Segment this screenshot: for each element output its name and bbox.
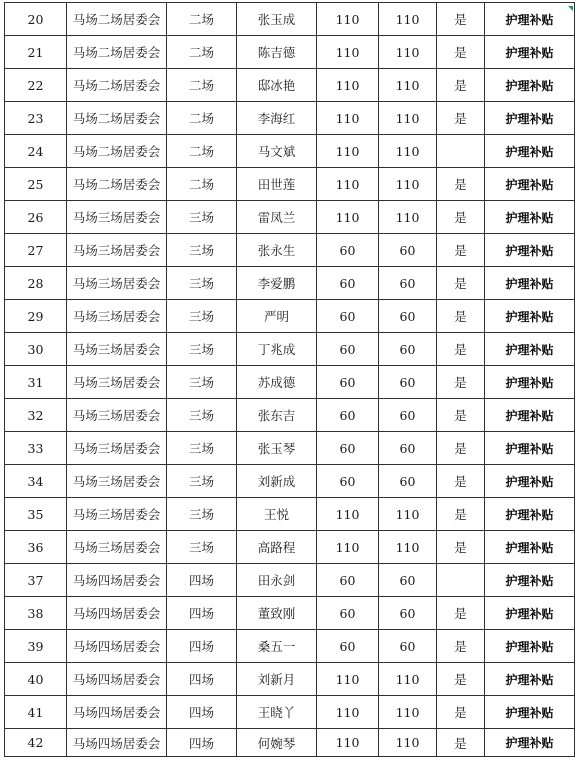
flag-cell[interactable] (437, 564, 485, 597)
standard-amount-cell[interactable]: 110 (317, 102, 379, 135)
site-cell[interactable]: 三场 (167, 234, 237, 267)
site-cell[interactable]: 四场 (167, 597, 237, 630)
standard-amount-cell[interactable]: 60 (317, 267, 379, 300)
site-cell[interactable]: 三场 (167, 366, 237, 399)
site-cell[interactable]: 二场 (167, 168, 237, 201)
row-number-cell[interactable]: 22 (5, 69, 67, 102)
site-cell[interactable]: 二场 (167, 135, 237, 168)
flag-cell[interactable]: 是 (437, 333, 485, 366)
standard-amount-cell[interactable]: 60 (317, 300, 379, 333)
flag-cell[interactable]: 是 (437, 366, 485, 399)
row-number-cell[interactable]: 29 (5, 300, 67, 333)
table-row (5, 729, 575, 757)
name-cell[interactable]: 田世莲 (237, 168, 317, 201)
flag-cell[interactable]: 是 (437, 630, 485, 663)
paid-amount-cell[interactable]: 110 (379, 498, 437, 531)
committee-cell[interactable]: 马场四场居委会 (67, 630, 167, 663)
name-cell[interactable]: 董致刚 (237, 597, 317, 630)
subsidy-type-cell[interactable]: 护理补贴 (485, 201, 575, 234)
name-cell[interactable]: 邸冰艳 (237, 69, 317, 102)
committee-cell[interactable]: 马场三场居委会 (67, 531, 167, 564)
site-cell[interactable]: 四场 (167, 630, 237, 663)
paid-amount-cell[interactable]: 60 (379, 333, 437, 366)
row-number-cell[interactable]: 28 (5, 267, 67, 300)
row-number-cell[interactable]: 20 (5, 3, 67, 36)
committee-cell[interactable]: 马场二场居委会 (67, 102, 167, 135)
flag-cell[interactable]: 是 (437, 399, 485, 432)
site-cell[interactable]: 三场 (167, 531, 237, 564)
table-row (5, 201, 575, 234)
subsidy-type-cell[interactable]: 护理补贴 (485, 630, 575, 663)
name-cell[interactable]: 田永剑 (237, 564, 317, 597)
table-body (5, 3, 575, 757)
committee-cell[interactable]: 马场二场居委会 (67, 168, 167, 201)
committee-cell[interactable]: 马场二场居委会 (67, 135, 167, 168)
subsidy-type-cell[interactable]: 护理补贴 (485, 597, 575, 630)
row-number-cell[interactable]: 26 (5, 201, 67, 234)
committee-cell[interactable]: 马场三场居委会 (67, 234, 167, 267)
table-row (5, 36, 575, 69)
paid-amount-cell[interactable]: 110 (379, 663, 437, 696)
paid-amount-cell[interactable]: 110 (379, 36, 437, 69)
subsidy-type-cell[interactable]: 护理补贴 (485, 432, 575, 465)
table-row (5, 630, 575, 663)
standard-amount-cell[interactable]: 60 (317, 234, 379, 267)
flag-cell[interactable]: 是 (437, 36, 485, 69)
site-cell[interactable]: 三场 (167, 333, 237, 366)
paid-amount-cell[interactable]: 110 (379, 696, 437, 729)
name-cell[interactable]: 李海红 (237, 102, 317, 135)
subsidy-type-cell[interactable]: 护理补贴 (485, 663, 575, 696)
flag-cell[interactable]: 是 (437, 300, 485, 333)
site-cell[interactable]: 二场 (167, 69, 237, 102)
flag-cell[interactable]: 是 (437, 696, 485, 729)
row-number-cell[interactable]: 25 (5, 168, 67, 201)
flag-cell[interactable]: 是 (437, 531, 485, 564)
table-row (5, 663, 575, 696)
table-row (5, 102, 575, 135)
name-cell[interactable]: 张永生 (237, 234, 317, 267)
subsidy-type-cell[interactable]: 护理补贴 (485, 69, 575, 102)
flag-cell[interactable]: 是 (437, 3, 485, 36)
site-cell[interactable]: 三场 (167, 465, 237, 498)
paid-amount-cell[interactable]: 110 (379, 531, 437, 564)
subsidy-type-cell[interactable]: 护理补贴 (485, 333, 575, 366)
row-number-cell[interactable]: 38 (5, 597, 67, 630)
site-cell[interactable]: 三场 (167, 498, 237, 531)
committee-cell[interactable]: 马场二场居委会 (67, 3, 167, 36)
paid-amount-cell[interactable]: 60 (379, 267, 437, 300)
row-number-cell[interactable]: 35 (5, 498, 67, 531)
table-row (5, 3, 575, 36)
table-row (5, 399, 575, 432)
table-row (5, 696, 575, 729)
subsidy-type-cell[interactable]: 护理补贴 (485, 366, 575, 399)
standard-amount-cell[interactable]: 110 (317, 69, 379, 102)
table-row (5, 300, 575, 333)
table-row (5, 234, 575, 267)
standard-amount-cell[interactable]: 110 (317, 696, 379, 729)
flag-cell[interactable]: 是 (437, 267, 485, 300)
row-number-cell[interactable]: 32 (5, 399, 67, 432)
standard-amount-cell[interactable]: 60 (317, 564, 379, 597)
standard-amount-cell[interactable]: 110 (317, 663, 379, 696)
paid-amount-cell[interactable]: 60 (379, 564, 437, 597)
subsidy-type-cell[interactable]: 护理补贴 (485, 564, 575, 597)
subsidy-type-cell[interactable]: 护理补贴 (485, 3, 575, 36)
subsidy-type-cell[interactable]: 护理补贴 (485, 531, 575, 564)
standard-amount-cell[interactable]: 60 (317, 399, 379, 432)
standard-amount-cell[interactable]: 60 (317, 630, 379, 663)
row-number-cell[interactable]: 33 (5, 432, 67, 465)
flag-cell[interactable]: 是 (437, 729, 485, 757)
table-row (5, 432, 575, 465)
name-cell[interactable]: 刘新月 (237, 663, 317, 696)
name-cell[interactable]: 雷凤兰 (237, 201, 317, 234)
row-number-cell[interactable]: 34 (5, 465, 67, 498)
committee-cell[interactable]: 马场三场居委会 (67, 300, 167, 333)
standard-amount-cell[interactable]: 110 (317, 531, 379, 564)
flag-cell[interactable]: 是 (437, 597, 485, 630)
row-number-cell[interactable]: 40 (5, 663, 67, 696)
paid-amount-cell[interactable]: 60 (379, 234, 437, 267)
table-row (5, 168, 575, 201)
paid-amount-cell[interactable]: 60 (379, 465, 437, 498)
site-cell[interactable]: 三场 (167, 201, 237, 234)
name-cell[interactable]: 高路程 (237, 531, 317, 564)
paid-amount-cell[interactable]: 60 (379, 630, 437, 663)
subsidy-type-cell[interactable]: 护理补贴 (485, 36, 575, 69)
paid-amount-cell[interactable]: 60 (379, 300, 437, 333)
standard-amount-cell[interactable]: 60 (317, 333, 379, 366)
standard-amount-cell[interactable]: 60 (317, 432, 379, 465)
subsidy-type-cell[interactable]: 护理补贴 (485, 498, 575, 531)
standard-amount-cell[interactable]: 110 (317, 201, 379, 234)
name-cell[interactable]: 刘新成 (237, 465, 317, 498)
flag-cell[interactable]: 是 (437, 168, 485, 201)
table-row (5, 564, 575, 597)
paid-amount-cell[interactable]: 110 (379, 69, 437, 102)
paid-amount-cell[interactable]: 110 (379, 3, 437, 36)
name-cell[interactable]: 张玉琴 (237, 432, 317, 465)
name-cell[interactable]: 丁兆成 (237, 333, 317, 366)
name-cell[interactable]: 苏成德 (237, 366, 317, 399)
committee-cell[interactable]: 马场三场居委会 (67, 399, 167, 432)
committee-cell[interactable]: 马场三场居委会 (67, 333, 167, 366)
subsidy-type-cell[interactable]: 护理补贴 (485, 399, 575, 432)
site-cell[interactable]: 三场 (167, 300, 237, 333)
standard-amount-cell[interactable]: 110 (317, 168, 379, 201)
table-row (5, 498, 575, 531)
committee-cell[interactable]: 马场三场居委会 (67, 267, 167, 300)
subsidy-type-cell[interactable]: 护理补贴 (485, 267, 575, 300)
row-number-cell[interactable]: 27 (5, 234, 67, 267)
name-cell[interactable]: 王悦 (237, 498, 317, 531)
subsidy-table (4, 2, 575, 757)
table-row (5, 267, 575, 300)
name-cell[interactable]: 陈吉德 (237, 36, 317, 69)
site-cell[interactable]: 四场 (167, 663, 237, 696)
committee-cell[interactable]: 马场三场居委会 (67, 432, 167, 465)
table-row (5, 69, 575, 102)
table-row (5, 135, 575, 168)
flag-cell[interactable]: 是 (437, 102, 485, 135)
table-row (5, 333, 575, 366)
site-cell[interactable]: 二场 (167, 102, 237, 135)
row-number-cell[interactable]: 23 (5, 102, 67, 135)
standard-amount-cell[interactable]: 110 (317, 3, 379, 36)
site-cell[interactable]: 三场 (167, 399, 237, 432)
committee-cell[interactable]: 马场四场居委会 (67, 663, 167, 696)
paid-amount-cell[interactable]: 110 (379, 729, 437, 757)
row-number-cell[interactable]: 31 (5, 366, 67, 399)
flag-cell[interactable] (437, 135, 485, 168)
site-cell[interactable]: 四场 (167, 564, 237, 597)
paid-amount-cell[interactable]: 60 (379, 432, 437, 465)
name-cell[interactable]: 桑五一 (237, 630, 317, 663)
committee-cell[interactable]: 马场二场居委会 (67, 69, 167, 102)
site-cell[interactable]: 三场 (167, 267, 237, 300)
paid-amount-cell[interactable]: 60 (379, 597, 437, 630)
name-cell[interactable]: 王晓丫 (237, 696, 317, 729)
flag-cell[interactable]: 是 (437, 234, 485, 267)
standard-amount-cell[interactable]: 110 (317, 135, 379, 168)
site-cell[interactable]: 四场 (167, 696, 237, 729)
table-row (5, 597, 575, 630)
name-cell[interactable]: 张东吉 (237, 399, 317, 432)
standard-amount-cell[interactable]: 110 (317, 36, 379, 69)
table-row (5, 366, 575, 399)
standard-amount-cell[interactable]: 60 (317, 465, 379, 498)
paid-amount-cell[interactable]: 60 (379, 399, 437, 432)
subsidy-type-cell[interactable]: 护理补贴 (485, 135, 575, 168)
subsidy-type-cell[interactable]: 护理补贴 (485, 300, 575, 333)
name-cell[interactable]: 何婉琴 (237, 729, 317, 757)
row-number-cell[interactable]: 39 (5, 630, 67, 663)
flag-cell[interactable]: 是 (437, 498, 485, 531)
row-number-cell[interactable]: 42 (5, 729, 67, 757)
table-row (5, 531, 575, 564)
site-cell[interactable]: 二场 (167, 36, 237, 69)
row-number-cell[interactable]: 30 (5, 333, 67, 366)
flag-cell[interactable]: 是 (437, 663, 485, 696)
paid-amount-cell[interactable]: 110 (379, 168, 437, 201)
committee-cell[interactable]: 马场二场居委会 (67, 36, 167, 69)
cell-marker-icon (568, 6, 573, 11)
subsidy-type-cell[interactable]: 护理补贴 (485, 729, 575, 757)
paid-amount-cell[interactable]: 60 (379, 366, 437, 399)
flag-cell[interactable]: 是 (437, 432, 485, 465)
committee-cell[interactable]: 马场三场居委会 (67, 201, 167, 234)
subsidy-type-cell[interactable]: 护理补贴 (485, 696, 575, 729)
committee-cell[interactable]: 马场三场居委会 (67, 366, 167, 399)
row-number-cell[interactable]: 37 (5, 564, 67, 597)
flag-cell[interactable]: 是 (437, 69, 485, 102)
flag-cell[interactable]: 是 (437, 201, 485, 234)
subsidy-type-cell[interactable]: 护理补贴 (485, 102, 575, 135)
standard-amount-cell[interactable]: 60 (317, 366, 379, 399)
site-cell[interactable]: 二场 (167, 3, 237, 36)
row-number-cell[interactable]: 24 (5, 135, 67, 168)
committee-cell[interactable]: 马场三场居委会 (67, 465, 167, 498)
committee-cell[interactable]: 马场四场居委会 (67, 696, 167, 729)
row-number-cell[interactable]: 41 (5, 696, 67, 729)
name-cell[interactable]: 严明 (237, 300, 317, 333)
committee-cell[interactable]: 马场三场居委会 (67, 498, 167, 531)
table-row (5, 465, 575, 498)
row-number-cell[interactable]: 21 (5, 36, 67, 69)
standard-amount-cell[interactable]: 60 (317, 597, 379, 630)
row-number-cell[interactable]: 36 (5, 531, 67, 564)
paid-amount-cell[interactable]: 110 (379, 201, 437, 234)
name-cell[interactable]: 张玉成 (237, 3, 317, 36)
standard-amount-cell[interactable]: 110 (317, 729, 379, 757)
site-cell[interactable]: 四场 (167, 729, 237, 757)
subsidy-type-cell[interactable]: 护理补贴 (485, 465, 575, 498)
paid-amount-cell[interactable]: 110 (379, 135, 437, 168)
site-cell[interactable]: 三场 (167, 432, 237, 465)
paid-amount-cell[interactable]: 110 (379, 102, 437, 135)
subsidy-type-cell[interactable]: 护理补贴 (485, 168, 575, 201)
name-cell[interactable]: 李爱鹏 (237, 267, 317, 300)
committee-cell[interactable]: 马场四场居委会 (67, 564, 167, 597)
standard-amount-cell[interactable]: 110 (317, 498, 379, 531)
flag-cell[interactable]: 是 (437, 465, 485, 498)
committee-cell[interactable]: 马场四场居委会 (67, 729, 167, 757)
committee-cell[interactable]: 马场四场居委会 (67, 597, 167, 630)
subsidy-type-cell[interactable]: 护理补贴 (485, 234, 575, 267)
name-cell[interactable]: 马文斌 (237, 135, 317, 168)
